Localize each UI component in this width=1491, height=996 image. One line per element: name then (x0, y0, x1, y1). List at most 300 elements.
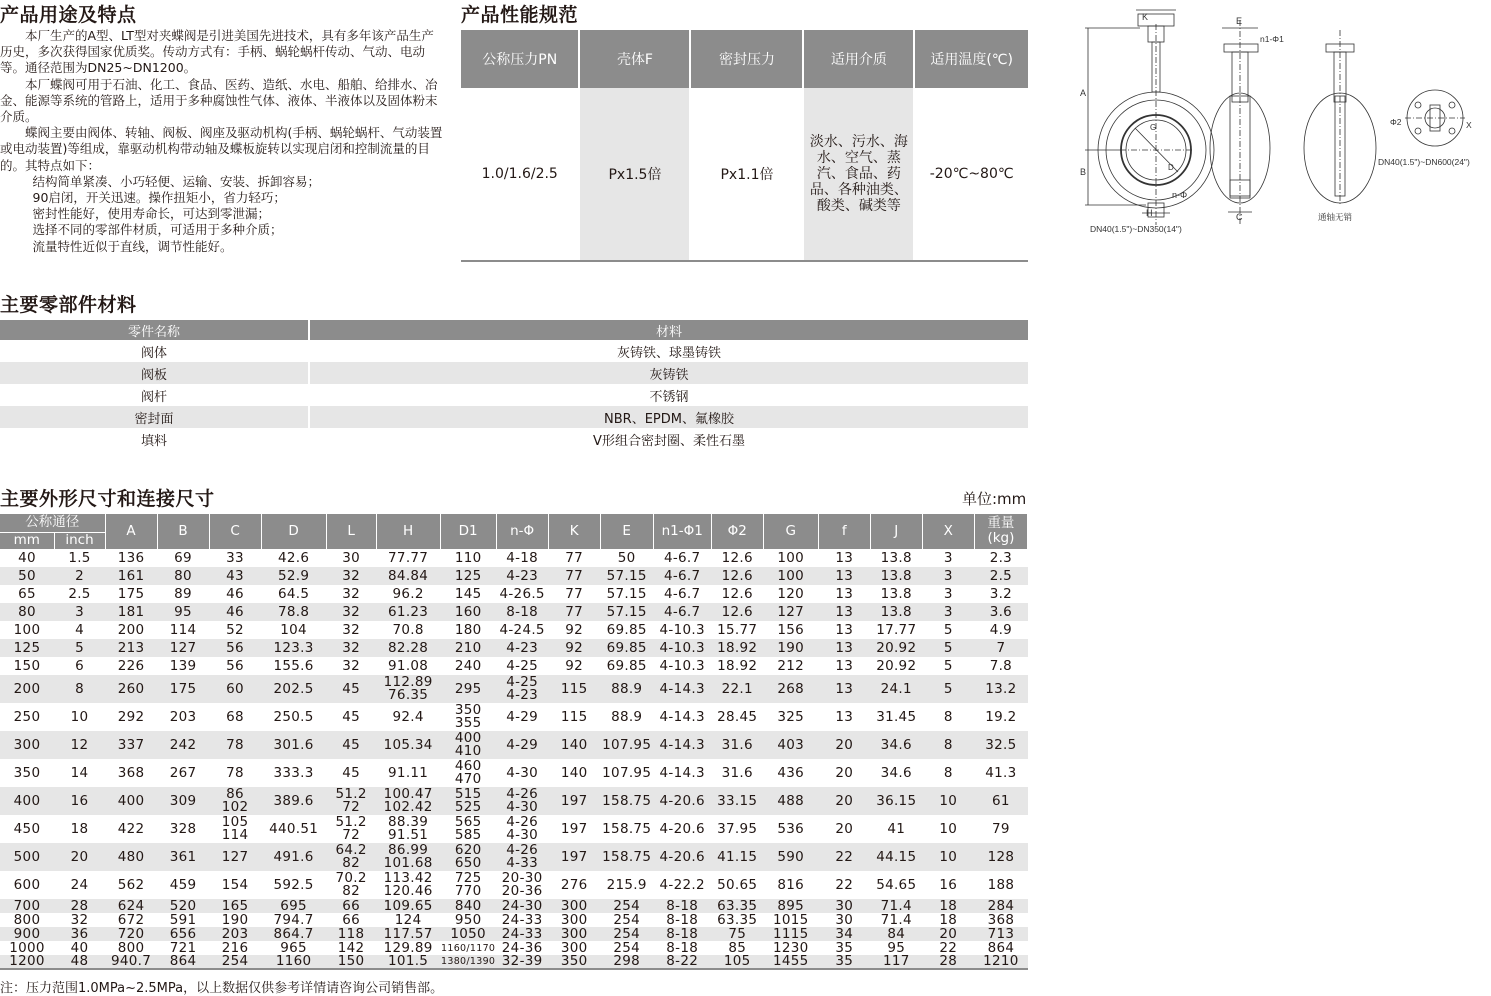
dims-header: Φ2 (711, 514, 763, 549)
dims-cell: 57.15 (600, 603, 653, 621)
dims-cell: 13 (835, 708, 854, 725)
perf-header: 壳体F (579, 30, 690, 88)
dims-cell: 1230 (772, 941, 809, 955)
table-row (0, 927, 1028, 941)
dims-cell: 656 (157, 927, 209, 941)
dims-cell: 10 (922, 787, 974, 815)
dims-cell: 1200 (0, 955, 54, 969)
dims-cell: 298 (600, 955, 653, 969)
dims-cell: 900 (0, 927, 54, 941)
perf-title: 产品性能规范 (461, 4, 579, 26)
dims-cell: 32 (326, 603, 376, 621)
dims-cell: 213 (105, 639, 157, 657)
dims-sub-header: inch (54, 532, 105, 549)
dims-cell-line: 515 (454, 787, 482, 802)
table-row (0, 731, 1028, 759)
feature-item: 选择不同的零部件材质，可适用于多种介质； (32, 222, 283, 238)
dims-cell: 212 (777, 657, 805, 674)
dims-cell-line: 585 (454, 827, 482, 843)
dims-cell: 56 (226, 657, 244, 674)
table-row (0, 406, 1028, 428)
dims-cell: 4-18 (506, 549, 539, 566)
part-material: 不锈钢 (649, 389, 689, 405)
dims-cell: 965 (280, 941, 307, 955)
dims-cell-line: 105 (221, 815, 249, 830)
dims-cell: 18 (922, 899, 974, 913)
dims-cell: 800 (117, 941, 145, 955)
dims-cell: 160 (440, 603, 496, 621)
dims-cell: 309 (157, 787, 209, 815)
dims-cell-line: 86 (226, 787, 244, 802)
part-name: 阀板 (0, 362, 309, 384)
dims-cell (496, 815, 548, 843)
dims-header: J (870, 514, 922, 549)
perf-header: 适用介质 (803, 30, 914, 88)
dims-cell: 1210 (974, 955, 1027, 969)
dims-cell: 92.4 (392, 708, 424, 725)
dims-cell-line: 650 (454, 855, 482, 871)
dims-cell: 118 (326, 927, 376, 941)
part-material: V形组合密封圈、柔性石墨 (593, 433, 745, 449)
dims-cell (376, 815, 440, 843)
intro-paragraph: 蝶阀主要由阀体、转轴、阀板、阀座及驱动机构(手柄、蜗轮蜗杆、气动装置或电动装置)等组成，靠驱动机构带动轴及蝶板旋转以实现启闭和控制流量的目的。其特点如下： (0, 125, 443, 173)
dims-cell: 4-23 (496, 639, 548, 657)
dims-cell: 35 (835, 941, 854, 955)
dims-cell: 20 (835, 820, 854, 837)
dims-cell: 1160 (261, 955, 326, 969)
dims-cell: 10 (70, 708, 89, 725)
dims-cell: 254 (613, 941, 641, 955)
dims-cell: 110 (454, 549, 482, 566)
dims-cell: 12 (54, 731, 105, 759)
dims-cell: 91.11 (388, 764, 429, 781)
dims-cell-line: 72 (342, 799, 360, 815)
dims-cell: 2.5 (68, 585, 91, 602)
dims-cell: 4-14.3 (659, 764, 705, 781)
perf-header: 密封压力 (690, 30, 803, 88)
dims-cell: 1.5 (68, 549, 91, 566)
dim-label-g: G (1150, 123, 1157, 132)
dims-cell: 4-10.3 (659, 621, 705, 638)
perf-header: 适用温度(℃) (914, 30, 1028, 88)
dims-cell: 8 (922, 731, 974, 759)
table-row (0, 639, 1028, 657)
dims-cell: 80 (157, 567, 209, 585)
part-name: 阀杆 (0, 384, 309, 406)
dims-cell: 721 (169, 941, 197, 955)
dims-cell-line: 410 (454, 743, 482, 759)
dims-cell: 389.6 (261, 787, 326, 815)
dims-cell: 672 (117, 913, 145, 927)
dims-cell: 19.2 (985, 708, 1017, 725)
dims-cell: 4.9 (989, 621, 1013, 638)
feature-item: 结构简单紧凑、小巧轻便、运输、安装、拆卸容易； (32, 173, 321, 189)
dims-cell-line: 102 (221, 799, 249, 815)
dims-cell: 32 (326, 567, 376, 585)
dims-cell-line: 112.89 (383, 675, 433, 690)
perf-cell: -20℃~80℃ (914, 88, 1028, 261)
dims-cell: 36 (54, 927, 105, 941)
dims-cell: 45 (342, 764, 360, 781)
dims-cell: 3 (943, 549, 953, 566)
dims-cell: 156 (777, 621, 805, 638)
dims-cell: 13 (835, 585, 854, 602)
dims-cell: 75 (711, 927, 763, 941)
intro-paragraph: 本厂蝶阀可用于石油、化工、食品、医药、造纸、水电、船舶、给排水、冶金、能源等系统的管路上，适用于多种腐蚀性气体、液体、半液体以及固体粉末介质。 (0, 76, 438, 125)
dims-cell: 32 (70, 913, 89, 927)
dims-cell: 154 (221, 876, 249, 893)
dims-cell: 3.6 (974, 603, 1027, 621)
dims-cell (326, 843, 376, 871)
table-row (0, 675, 1028, 703)
dims-cell: 70.8 (392, 621, 424, 638)
dims-cell-line: 525 (454, 799, 482, 815)
dims-cell: 158.75 (600, 787, 653, 815)
dims-cell: 4-25 (506, 657, 539, 674)
dims-cell: 115 (548, 675, 600, 703)
dims-cell: 950 (454, 913, 482, 927)
table-row (0, 759, 1028, 787)
dims-cell: 180 (454, 621, 482, 638)
dims-cell: 54.65 (876, 876, 917, 893)
table-row (0, 843, 1028, 871)
dimensions-table (0, 514, 1028, 970)
dims-cell: 8-18 (496, 603, 548, 621)
dim-label-d: D (1168, 163, 1174, 172)
dims-cell (440, 843, 496, 871)
dims-cell: 114 (169, 621, 197, 638)
dims-cell: 69.85 (606, 657, 647, 674)
dims-cell: 92 (565, 621, 584, 638)
table-row (0, 871, 1028, 899)
dims-cell (440, 731, 496, 759)
drawing-caption-main: DN40(1.5")~DN350(14") (1090, 224, 1182, 234)
part-name: 填料 (0, 428, 309, 450)
dims-cell: 48 (54, 955, 105, 969)
dims-cell: 40 (18, 549, 36, 566)
dims-cell: 32-39 (496, 955, 548, 969)
dims-cell: 4-29 (496, 731, 548, 759)
dims-cell: 202.5 (261, 675, 326, 703)
dims-cell-line: 400 (454, 731, 482, 746)
part-material: NBR、EPDM、氟橡胶 (309, 406, 1028, 428)
dims-cell: 46 (209, 603, 261, 621)
dims-cell-line: 82 (342, 883, 360, 899)
dims-cell: 333.3 (273, 764, 314, 781)
dims-cell: 284 (974, 899, 1027, 913)
dims-cell-line: 4-30 (506, 827, 539, 843)
dims-cell: 61.23 (376, 603, 440, 621)
dims-cell: 71.4 (880, 913, 912, 927)
dims-cell: 422 (117, 820, 145, 837)
dims-cell: 22 (818, 843, 870, 871)
dims-cell-line: 725 (454, 871, 482, 886)
table-row (0, 603, 1028, 621)
perf-cell: 淡水、污水、海水、空气、蒸汽、食品、药品、各种油类、酸类、碱类等 (803, 88, 914, 261)
dims-cell-line: 620 (454, 843, 482, 858)
dims-cell: 175 (157, 675, 209, 703)
dims-cell: 840 (440, 899, 496, 913)
dims-cell: 13 (818, 639, 870, 657)
part-name: 阀体 (0, 340, 309, 362)
dims-cell: 139 (169, 657, 197, 674)
dims-cell: 268 (763, 675, 818, 703)
dim-label-n1: n1-Φ1 (1260, 34, 1284, 44)
dim-label-a: A (1080, 88, 1087, 98)
dim-label-x: X (1466, 120, 1472, 130)
dims-cell: 18 (939, 913, 958, 927)
dims-cell: 15.77 (717, 621, 758, 638)
dims-cell: 488 (763, 787, 818, 815)
dims-cell: 8-18 (653, 927, 711, 941)
dims-cell: 24-30 (496, 899, 548, 913)
dims-cell: 63.35 (717, 913, 758, 927)
dims-cell: 52.9 (261, 567, 326, 585)
dims-cell: 77 (565, 585, 584, 602)
dims-cell: 350 (13, 764, 41, 781)
dims-cell (376, 787, 440, 815)
dims-cell (209, 787, 261, 815)
dims-cell (209, 815, 261, 843)
dims-cell: 713 (974, 927, 1027, 941)
dims-cell: 4-14.3 (653, 731, 711, 759)
part-name: 密封面 (0, 406, 309, 428)
dims-cell: 368 (987, 913, 1015, 927)
dims-cell: 3 (943, 585, 953, 602)
intro-title: 产品用途及特点 (0, 4, 137, 26)
dims-cell: 216 (221, 941, 249, 955)
dims-title: 主要外形尺寸和连接尺寸 (0, 488, 215, 510)
dims-cell: 254 (209, 955, 261, 969)
dims-cell: 24-33 (496, 927, 548, 941)
dims-cell: 45 (326, 731, 376, 759)
dims-header: D (261, 514, 326, 549)
dims-cell-line: 114 (221, 827, 249, 843)
dims-cell: 20 (818, 731, 870, 759)
table-row (0, 955, 1028, 969)
feature-item: 90启闭，开关迅速。操作扭矩小，省力轻巧； (32, 190, 286, 206)
dims-cell: 69.85 (600, 639, 653, 657)
dims-cell: 188 (987, 876, 1015, 893)
dims-cell: 301.6 (261, 731, 326, 759)
feature-item: 密封性能好，使用寿命长，可达到零泄漏； (32, 206, 271, 222)
dims-cell: 34 (818, 927, 870, 941)
dims-cell-line: 70.2 (335, 871, 367, 886)
dims-cell: 4-20.6 (653, 843, 711, 871)
dims-cell: 520 (157, 899, 209, 913)
dims-cell: 30 (818, 899, 870, 913)
dims-cell: 13.8 (880, 585, 912, 602)
dims-cell-line: 88.39 (388, 815, 429, 830)
dims-cell: 350 (548, 955, 600, 969)
dims-cell: 18 (70, 820, 89, 837)
dims-cell: 600 (13, 876, 41, 893)
dims-cell: 24-36 (501, 941, 543, 955)
dims-cell: 13 (818, 675, 870, 703)
dims-cell: 125 (0, 639, 54, 657)
dims-cell: 34.6 (870, 731, 922, 759)
dims-cell: 161 (105, 567, 157, 585)
dims-cell: 8 (54, 675, 105, 703)
dims-cell: 165 (209, 899, 261, 913)
dims-body (0, 549, 1028, 969)
dims-cell: 4-24.5 (499, 621, 545, 638)
materials-header: 零件名称 (0, 320, 309, 340)
dims-cell: 8-18 (666, 941, 699, 955)
dims-cell: 127 (157, 639, 209, 657)
dims-cell: 337 (105, 731, 157, 759)
dims-cell: 1380/1390 (441, 956, 496, 967)
front-view (1080, 10, 1214, 234)
perf-cell: Px1.5倍 (579, 88, 690, 261)
dims-cell: 128 (974, 843, 1027, 871)
drawing-caption-flange: DN40(1.5")~DN600(24") (1378, 157, 1470, 167)
dims-cell: 800 (13, 913, 41, 927)
dims-cell: 4-14.3 (653, 675, 711, 703)
dims-cell: 12.6 (721, 585, 753, 602)
dims-cell: 109.65 (376, 899, 440, 913)
dims-cell: 24-33 (501, 913, 543, 927)
valve-drawing (1080, 0, 1490, 245)
dims-cell: 3.2 (989, 585, 1013, 602)
table-row (0, 428, 1028, 450)
dims-cell: 1050 (440, 927, 496, 941)
dims-cell: 13.8 (870, 603, 922, 621)
perf-cell: 1.0/1.6/2.5 (461, 88, 579, 261)
dims-cell: 22 (939, 941, 958, 955)
dims-cell: 30 (835, 913, 854, 927)
dims-header: C (209, 514, 261, 549)
dims-cell: 140 (548, 731, 600, 759)
dims-cell: 13 (835, 657, 854, 674)
dims-cell: 115 (560, 708, 588, 725)
dims-cell-line: 72 (342, 827, 360, 843)
dims-cell: 105.34 (376, 731, 440, 759)
dims-cell: 816 (777, 876, 805, 893)
dims-cell: 1000 (9, 941, 45, 955)
dim-label-b: B (1080, 167, 1087, 177)
table-row (0, 899, 1028, 913)
table-row (0, 941, 1028, 955)
dims-cell: 4-6.7 (663, 549, 701, 566)
dims-cell-line: 20-30 (501, 871, 543, 886)
dims-cell: 129.89 (383, 941, 433, 955)
dims-cell: 4-6.7 (653, 567, 711, 585)
dims-cell: 52 (226, 621, 244, 638)
dims-cell: 4-22.2 (659, 876, 705, 893)
dims-cell (326, 871, 376, 899)
dims-cell: 136 (117, 549, 145, 566)
dims-cell: 190 (763, 639, 818, 657)
table-row (0, 340, 1028, 362)
dims-cell: 96.2 (392, 585, 424, 602)
dims-cell: 150 (326, 955, 376, 969)
dims-group-header: 公称通径 (0, 514, 105, 532)
dims-cell: 3 (922, 567, 974, 585)
dims-cell: 117.57 (376, 927, 440, 941)
dims-cell: 33.15 (711, 787, 763, 815)
dims-cell-line: 82 (342, 855, 360, 871)
table-row (0, 585, 1028, 603)
dims-cell: 203 (209, 927, 261, 941)
dims-cell: 7.8 (989, 657, 1013, 674)
dims-cell: 60 (209, 675, 261, 703)
dims-cell-line: 4-25 (506, 675, 539, 690)
dims-cell: 85 (728, 941, 747, 955)
dim-label-h: H (1146, 208, 1153, 218)
dims-cell: 210 (440, 639, 496, 657)
dims-cell: 4-14.3 (659, 708, 705, 725)
dims-cell: 197 (560, 820, 588, 837)
dims-cell (440, 787, 496, 815)
dims-cell: 91.08 (388, 657, 429, 674)
dims-cell: 101.5 (376, 955, 440, 969)
dims-cell: 1160/1170 (441, 942, 496, 954)
dims-cell: 125 (440, 567, 496, 585)
dims-cell: 4-6.7 (663, 585, 701, 602)
dims-cell: 190 (221, 913, 249, 927)
dims-cell: 242 (157, 731, 209, 759)
dims-cell: 107.95 (600, 731, 653, 759)
dims-cell: 145 (454, 585, 482, 602)
dims-cell: 175 (117, 585, 145, 602)
dims-cell: 158.75 (600, 843, 653, 871)
table-row (0, 657, 1028, 675)
dims-cell: 24 (70, 876, 89, 893)
dims-cell: 13 (818, 567, 870, 585)
dims-cell: 3 (54, 603, 105, 621)
dims-cell: 254 (600, 899, 653, 913)
dims-cell: 79 (992, 820, 1010, 837)
dims-cell: 12.6 (721, 549, 753, 566)
dims-cell: 84.84 (376, 567, 440, 585)
dims-cell: 197 (548, 787, 600, 815)
dims-cell: 864.7 (261, 927, 326, 941)
dims-cell: 69 (174, 549, 192, 566)
dims-cell-line: 86.99 (388, 843, 429, 858)
dims-cell-line: 460 (454, 759, 482, 774)
dims-cell: 450 (13, 820, 41, 837)
dims-cell: 5 (54, 639, 105, 657)
dims-cell: 24.1 (870, 675, 922, 703)
dims-cell: 89 (174, 585, 192, 602)
dims-header: D1 (440, 514, 496, 549)
dims-cell: 240 (454, 657, 482, 674)
dims-cell-line: 113.42 (383, 871, 433, 886)
table-row (0, 787, 1028, 815)
dims-cell-line: 770 (454, 883, 482, 899)
dims-cell: 2 (54, 567, 105, 585)
dims-cell: 1015 (772, 913, 809, 927)
dims-cell: 200 (117, 621, 145, 638)
dims-cell: 68 (226, 708, 244, 725)
dims-cell: 155.6 (273, 657, 314, 674)
dims-cell: 13 (818, 603, 870, 621)
dims-cell: 5 (943, 657, 953, 674)
dims-cell: 35 (818, 955, 870, 969)
dims-header: E (600, 514, 653, 549)
dims-cell: 8 (943, 708, 953, 725)
dims-cell: 20 (54, 843, 105, 871)
dims-cell (496, 787, 548, 815)
dims-cell (326, 815, 376, 843)
dims-cell: 124 (394, 913, 422, 927)
dims-cell: 500 (0, 843, 54, 871)
dims-cell: 254 (613, 913, 641, 927)
dims-cell-line: 470 (454, 771, 482, 787)
dims-cell: 105 (711, 955, 763, 969)
dims-cell: 403 (763, 731, 818, 759)
